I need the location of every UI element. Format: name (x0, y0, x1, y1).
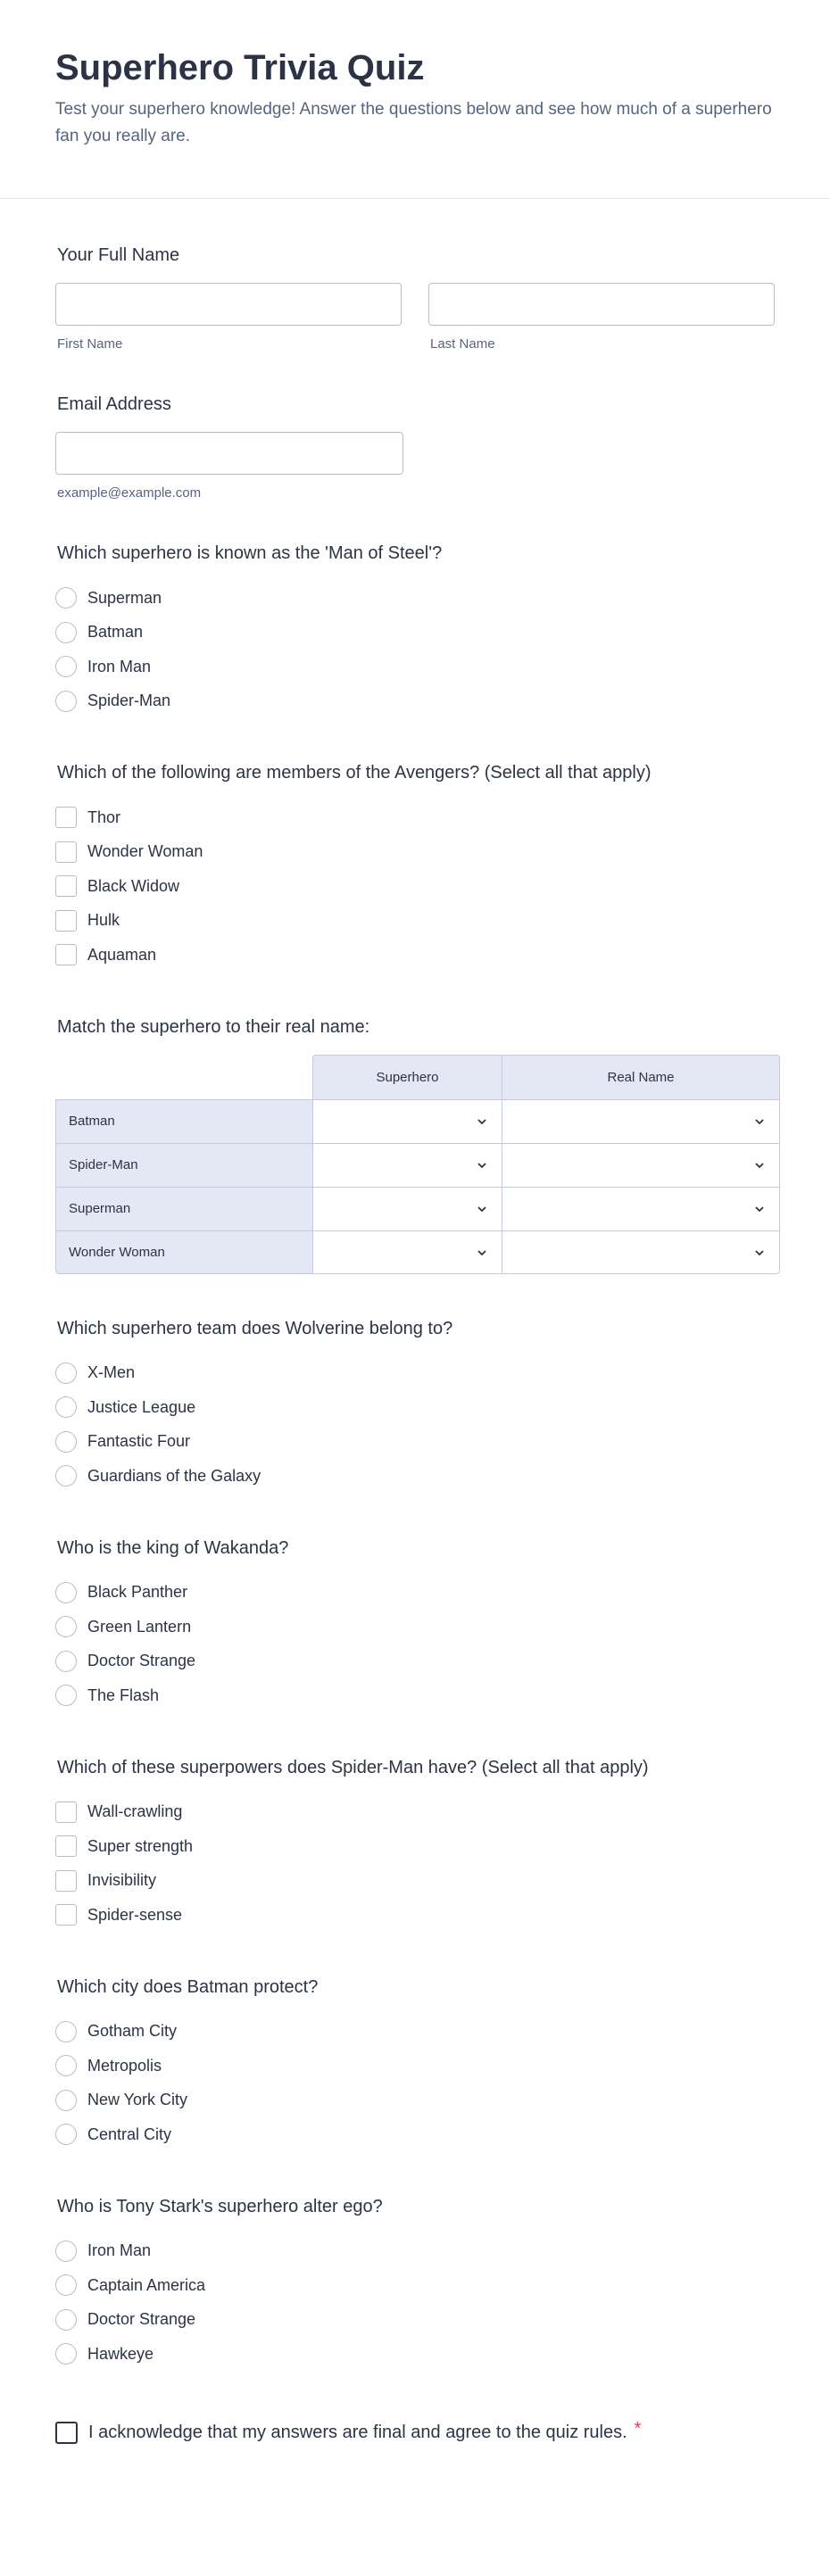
email-sublabel: example@example.com (57, 485, 202, 501)
radio-button[interactable] (55, 1363, 77, 1384)
checkbox-option[interactable] (55, 1864, 775, 1899)
q5-question (55, 1756, 775, 1933)
checkbox-option[interactable] (55, 869, 775, 904)
chevron-down-icon (752, 1114, 767, 1129)
q3-options (55, 1356, 775, 1494)
acknowledge-label: I acknowledge that my answers are final and agree to the quiz rules. (88, 2422, 627, 2442)
option-label: Fantastic Four (87, 1432, 191, 1451)
chevron-down-icon (752, 1246, 767, 1260)
q4-options (55, 1576, 775, 1713)
matrix-row-header: Wonder Woman (55, 1230, 312, 1274)
matrix-dropdown[interactable] (502, 1187, 780, 1230)
radio-option[interactable] (55, 2117, 775, 2152)
q6-question (55, 1975, 775, 2152)
checkbox-option[interactable] (55, 938, 775, 973)
radio-button[interactable] (55, 2309, 77, 2331)
radio-option[interactable] (55, 2268, 775, 2303)
option-label: X-Men (87, 1363, 136, 1382)
q4-question (55, 1536, 775, 1713)
matrix-label: Match the superhero to their real name: (57, 1016, 370, 1037)
option-label: Batman (87, 623, 144, 642)
option-label: Gotham City (87, 2022, 178, 2041)
form-header (0, 0, 830, 199)
option-label: Metropolis (87, 2056, 162, 2075)
radio-option[interactable] (55, 2083, 775, 2118)
checkbox[interactable] (55, 807, 77, 828)
q6-label: Which city does Batman protect? (57, 1976, 319, 1997)
radio-button[interactable] (55, 2124, 77, 2145)
option-label: New York City (87, 2091, 188, 2109)
matrix-row (55, 1230, 780, 1274)
checkbox[interactable] (55, 1835, 77, 1857)
last-name-sublabel: Last Name (430, 336, 495, 352)
option-label: Spider-sense (87, 1905, 183, 1924)
option-label: Superman (87, 588, 162, 607)
q7-label: Who is Tony Stark's superhero alter ego? (57, 2196, 383, 2216)
chevron-down-icon (752, 1202, 767, 1216)
option-label: Wall-crawling (87, 1802, 183, 1821)
option-label: Spider-Man (87, 692, 171, 710)
q3-label: Which superhero team does Wolverine belong to? (57, 1318, 453, 1338)
option-label: Wonder Woman (87, 842, 203, 861)
matrix-dropdown[interactable] (312, 1230, 502, 1274)
radio-option[interactable] (55, 684, 775, 719)
last-name-input[interactable] (428, 283, 775, 326)
q3-question (55, 1317, 775, 1494)
checkbox[interactable] (55, 944, 77, 965)
radio-option[interactable] (55, 1459, 775, 1494)
checkbox[interactable] (55, 875, 77, 897)
radio-button[interactable] (55, 2241, 77, 2262)
matrix-table (55, 1055, 780, 1274)
matrix-col-header: Superhero (312, 1055, 502, 1099)
radio-button[interactable] (55, 1465, 77, 1487)
radio-option[interactable] (55, 2234, 775, 2269)
radio-option[interactable] (55, 2337, 775, 2372)
checkbox[interactable] (55, 1904, 77, 1926)
q7-options (55, 2234, 775, 2372)
radio-option[interactable] (55, 1356, 775, 1391)
full-name-question (55, 244, 775, 352)
option-label: Doctor Strange (87, 2310, 196, 2329)
option-label: Invisibility (87, 1871, 157, 1890)
radio-option[interactable] (55, 1610, 775, 1644)
radio-button[interactable] (55, 1582, 77, 1603)
q4-label: Who is the king of Wakanda? (57, 1537, 289, 1558)
matrix-dropdown[interactable] (502, 1143, 780, 1187)
q1-question (55, 542, 775, 718)
q5-options (55, 1795, 775, 1933)
radio-button[interactable] (55, 1396, 77, 1418)
quiz-form (0, 244, 830, 2444)
matrix-row (55, 1187, 780, 1230)
matrix-dropdown[interactable] (312, 1143, 502, 1187)
matrix-dropdown[interactable] (502, 1099, 780, 1143)
checkbox-option[interactable] (55, 1829, 775, 1864)
radio-option[interactable] (55, 581, 775, 616)
form-subtitle: Test your superhero knowledge! Answer the questions below and see how much of a superhero fan you really are. (55, 100, 772, 145)
checkbox[interactable] (55, 841, 77, 863)
option-label: Hawkeye (87, 2344, 154, 2363)
option-label: Doctor Strange (87, 1652, 196, 1670)
matrix-row (55, 1099, 780, 1143)
acknowledge-checkbox[interactable] (55, 2422, 78, 2444)
radio-button[interactable] (55, 622, 77, 643)
radio-button[interactable] (55, 1651, 77, 1672)
chevron-down-icon (475, 1246, 489, 1260)
matrix-dropdown[interactable] (312, 1187, 502, 1230)
matrix-row-header: Spider-Man (55, 1143, 312, 1187)
matrix-row (55, 1143, 780, 1187)
q2-label: Which of the following are members of the Avengers? (Select all that apply) (57, 763, 652, 783)
radio-option[interactable] (55, 1425, 775, 1460)
radio-button[interactable] (55, 2021, 77, 2042)
option-label: Black Widow (87, 876, 180, 895)
option-label: Justice League (87, 1397, 196, 1416)
form-title: Superhero Trivia Quiz (55, 48, 425, 87)
matrix-row-header: Superman (55, 1187, 312, 1230)
matrix-dropdown[interactable] (502, 1230, 780, 1274)
radio-button[interactable] (55, 691, 77, 712)
q5-label: Which of these superpowers does Spider-Man have? (Select all that apply) (57, 1757, 649, 1777)
radio-button[interactable] (55, 1685, 77, 1706)
option-label: Hulk (87, 911, 120, 930)
q6-options (55, 2015, 775, 2152)
full-name-label: Your Full Name (57, 245, 180, 265)
first-name-input[interactable] (55, 283, 402, 326)
option-label: Iron Man (87, 2241, 152, 2260)
radio-option[interactable] (55, 1678, 775, 1713)
q1-label: Which superhero is known as the 'Man of Steel'? (57, 543, 443, 563)
q7-question (55, 2195, 775, 2372)
option-label: Iron Man (87, 657, 152, 675)
q1-options (55, 581, 775, 718)
checkbox-option[interactable] (55, 1898, 775, 1933)
option-label: Guardians of the Galaxy (87, 1466, 261, 1485)
radio-button[interactable] (55, 2090, 77, 2111)
option-label: Thor (87, 808, 121, 826)
radio-option[interactable] (55, 650, 775, 684)
option-label: Super strength (87, 1836, 194, 1855)
radio-option[interactable] (55, 2303, 775, 2338)
option-label: Captain America (87, 2275, 206, 2294)
matrix-col-header: Real Name (502, 1055, 780, 1099)
q2-options (55, 800, 775, 973)
acknowledge-row[interactable] (55, 2418, 775, 2444)
email-label: Email Address (57, 394, 171, 414)
required-mark: * (634, 2418, 642, 2439)
radio-option[interactable] (55, 1576, 775, 1611)
chevron-down-icon (475, 1114, 489, 1129)
radio-button[interactable] (55, 2343, 77, 2365)
option-label: Central City (87, 2125, 172, 2143)
first-name-sublabel: First Name (57, 336, 123, 352)
checkbox-option[interactable] (55, 800, 775, 835)
radio-button[interactable] (55, 1431, 77, 1453)
checkbox[interactable] (55, 1870, 77, 1892)
checkbox-option[interactable] (55, 1795, 775, 1830)
option-label: Black Panther (87, 1583, 188, 1602)
checkbox-option[interactable] (55, 904, 775, 939)
matrix-corner (55, 1055, 312, 1099)
radio-option[interactable] (55, 1390, 775, 1425)
checkbox[interactable] (55, 1802, 77, 1823)
radio-button[interactable] (55, 656, 77, 677)
matrix-row-header: Batman (55, 1099, 312, 1143)
q2-question (55, 761, 775, 973)
chevron-down-icon (752, 1158, 767, 1172)
option-label: Aquaman (87, 945, 157, 964)
checkbox[interactable] (55, 910, 77, 932)
radio-button[interactable] (55, 587, 77, 609)
matrix-question (55, 1015, 775, 1274)
radio-option[interactable] (55, 616, 775, 650)
radio-option[interactable] (55, 2049, 775, 2083)
chevron-down-icon (475, 1202, 489, 1216)
option-label: The Flash (87, 1686, 160, 1704)
radio-option[interactable] (55, 2015, 775, 2050)
radio-button[interactable] (55, 2274, 77, 2296)
email-input[interactable] (55, 432, 403, 475)
radio-button[interactable] (55, 1616, 77, 1637)
radio-option[interactable] (55, 1644, 775, 1679)
email-question (55, 393, 775, 501)
chevron-down-icon (475, 1158, 489, 1172)
radio-button[interactable] (55, 2055, 77, 2076)
matrix-dropdown[interactable] (312, 1099, 502, 1143)
checkbox-option[interactable] (55, 835, 775, 870)
option-label: Green Lantern (87, 1617, 192, 1636)
